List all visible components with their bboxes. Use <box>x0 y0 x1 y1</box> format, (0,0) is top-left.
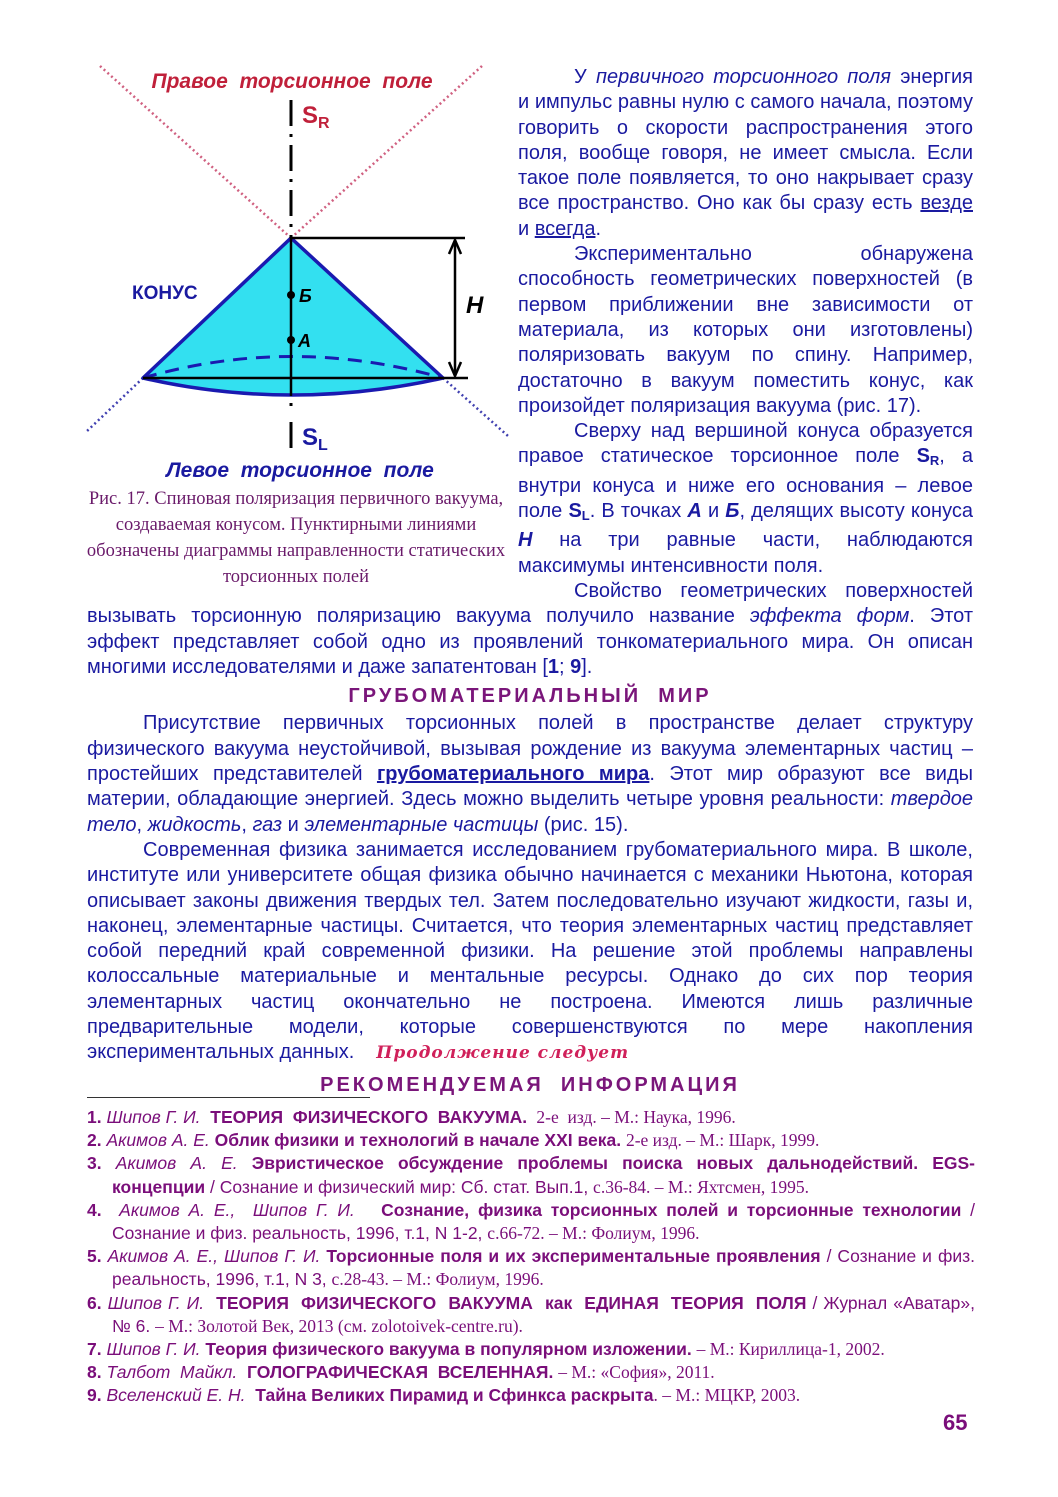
text-segment: везде <box>920 192 973 215</box>
text-segment: и <box>701 500 726 523</box>
text-segment: 9 <box>570 655 582 678</box>
text-segment: У <box>574 66 596 88</box>
reference-author: Шипов Г. И. <box>106 1339 206 1360</box>
reference-author: Шипов Г. И. <box>107 1292 211 1313</box>
reference-source: / Сознание и физический мир: Сб. стат. Вып.1, <box>210 1176 594 1197</box>
reference-author: Талбот Майкл. <box>106 1362 243 1383</box>
reference-publisher: – М.: Кириллица-1, 2002. <box>696 1339 885 1360</box>
text-segment: элементарные частицы <box>304 813 539 836</box>
text-segment: энергия и импульс равны нулю с самого начала, поэтому говорить о скорости распространения этого поля, вообще говоря, не имеет смысла. Если такое поле появляется, то оно накрывает сразу все пространство. Оно как бы сразу есть <box>518 66 973 215</box>
text-segment: газ <box>252 813 283 836</box>
paragraph <box>87 838 973 1067</box>
figure-spacer <box>87 65 518 596</box>
reference-item <box>87 1129 975 1152</box>
reference-publisher: 2-е изд. – М.: Шарк, 1999. <box>625 1130 820 1151</box>
reference-source: / Журнал «Аватар», № 6. <box>112 1292 985 1336</box>
point-b-label: Б <box>299 286 312 306</box>
reference-publisher: с.36-84. – М.: Яхтсмен, 1995. <box>593 1176 810 1197</box>
reference-item <box>87 1245 980 1291</box>
text-segment: эффекта форм <box>749 605 910 628</box>
reference-publisher: 2-е изд. – М.: Наука, 1996. <box>532 1107 736 1127</box>
text-segment: 1 <box>547 655 559 678</box>
reference-title: ТЕОРИЯ ФИЗИЧЕСКОГО ВАКУУМА как ЕДИНАЯ ТЕОРИЯ ПОЛЯ <box>210 1292 813 1313</box>
text-segment: ; <box>559 655 571 678</box>
reference-number: 7. <box>87 1339 107 1360</box>
continued-note: Продолжение следует <box>376 1043 630 1064</box>
reference-publisher: – М.: Золотой Век, 2013 (см. zolotoivek-centre.ru). <box>155 1315 523 1336</box>
reference-publisher: с.28-43. – М.: Фолиум, 1996. <box>331 1269 544 1290</box>
text-segment: и <box>518 217 535 240</box>
reference-item <box>87 1361 975 1384</box>
text-segment: на три равные части, наблюдаются максимумы интенсивности поля. <box>518 529 973 577</box>
text-segment: первичного торсионного поля <box>595 66 891 88</box>
text-segment: всегда <box>534 217 596 240</box>
text-segment: (рис. 15). <box>538 813 629 836</box>
text-segment: Б <box>725 500 740 523</box>
section-heading-recommended: РЕКОМЕНДУЕМАЯ ИНФОРМАЦИЯ <box>320 1073 740 1096</box>
references-list <box>87 1106 985 1408</box>
text-segment: . Этот эффект представляет собой одно из проявлений тонкоматериального мира. Он описан многими исследователями и даже запатентован [ <box>87 605 973 678</box>
reference-author: Акимов А. Е., Шипов Г. И. <box>107 1246 327 1267</box>
text-segment: . В точках <box>589 500 688 523</box>
reference-publisher: с.66-72. – М.: Фолиум, 1996. <box>487 1223 700 1244</box>
reference-title: Тайна Великих Пирамид и Сфинкса раскрыта <box>250 1385 654 1406</box>
reference-number: 9. <box>87 1385 107 1406</box>
reference-number: 6. <box>87 1292 108 1313</box>
reference-author: Акимов А. Е. <box>115 1153 252 1174</box>
text-segment: S <box>916 445 930 468</box>
reference-author: Вселенский Е. Н. <box>106 1385 251 1406</box>
main-text <box>87 65 973 1100</box>
page-number: 65 <box>943 1410 968 1435</box>
reference-number: 8. <box>87 1362 107 1383</box>
reference-title: ГОЛОГРАФИЧЕСКАЯ ВСЕЛЕННАЯ. <box>242 1362 559 1383</box>
text-segment: S <box>568 500 582 523</box>
reference-number: 5. <box>87 1246 108 1267</box>
reference-author: Акимов А. Е., Шипов Г. И. <box>110 1199 364 1220</box>
text-segment: ]. <box>581 655 593 678</box>
reference-title: Сознание, физика торсионных полей и торсионные технологии <box>363 1199 971 1220</box>
text-segment: жидкость <box>147 813 242 836</box>
reference-title: ТЕОРИЯ ФИЗИЧЕСКОГО ВАКУУМА. <box>205 1107 533 1127</box>
text-segment: Сверху над вершиной конуса образуется правое статическое торсионное поле <box>518 420 973 468</box>
reference-publisher: . – М.: МЦКР, 2003. <box>653 1385 801 1406</box>
text-segment: R <box>929 453 940 469</box>
figure-caption: Рис. 17. Спиновая поляризация первичного вакуума, создаваемая конусом. Пунктирными линиями обозначены диаграммы направленности статических торсионных полей <box>86 489 506 587</box>
reference-title: Торсионные поля и их экспериментальные проявления <box>326 1246 827 1267</box>
left-field-label: Левое торсионное поле <box>166 459 434 482</box>
paragraph <box>87 711 973 837</box>
reference-item <box>87 1384 975 1407</box>
reference-number: 2. <box>87 1130 107 1151</box>
reference-item <box>87 1292 985 1338</box>
reference-author: Шипов Г. И. <box>106 1107 206 1127</box>
text-segment: , делящих высоту конуса <box>739 500 973 523</box>
text-segment: А <box>687 500 702 523</box>
reference-number: 4. <box>87 1199 111 1220</box>
reference-title: Эвристическое обсуждение проблемы поиска новых дальнодействий. EGS-концепции <box>112 1153 975 1197</box>
text-segment: Свойство геометрических поверхностей вызывать торсионную поляризацию вакуума получило название <box>87 579 973 628</box>
text-segment: Экспериментально обнаружена способность геометрических поверхностей (в первом приближении вне зависимости от материала, из которых они изготовлены) поляризовать вакуум по спину. Например, достаточно в вакуум поместить конус, как произойдет поляризация вакуума (рис. 17). <box>518 243 973 417</box>
reference-item <box>87 1152 975 1198</box>
text-segment: и <box>282 813 305 836</box>
sl-symbol: S <box>302 424 319 451</box>
point-a-label: А <box>298 331 311 351</box>
reference-title: Облик физики и технологий в начале XXI века. <box>214 1130 626 1151</box>
sr-symbol: S <box>302 102 319 129</box>
text-segment: грубоматериального мира <box>376 763 650 786</box>
reference-number: 3. <box>87 1153 116 1174</box>
text-segment: L <box>581 508 590 524</box>
text-segment: , <box>241 813 253 836</box>
text-segment: Присутствие первичных торсионных полей в пространстве делает структуру физического вакуума неустойчивой, вызывая рождение из вакуума элементарных частиц – простейших представителей <box>87 712 973 786</box>
sr-subscript: R <box>318 115 330 132</box>
cone-label: КОНУС <box>132 283 198 304</box>
reference-source: / Сознание и физ. реальность, 1996, т.1, N 1-2, <box>112 1199 980 1244</box>
text-segment: , а внутри конуса и ниже его основания – левое поле <box>518 445 973 523</box>
reference-title: Теория физического вакуума в популярном изложении. <box>205 1339 697 1360</box>
text-segment: твердое тело <box>87 788 973 836</box>
text-segment: Современная физика занимается исследованием грубоматериального мира. В школе, институте или университете общая физика обычно начинается с механики Ньютона, которая описывает законы движения твердых тел. Затем последовательно изучают жидкости, газы и, наконец, элементарные частицы. Считается, что теория элементарных частиц представляет собой передний край современной физики. На решение этой проблемы направлены колоссальные материальные и ментальные ресурсы. Однако до сих пор теория элементарных частиц окончательно не построена. Имеются лишь различные предварительные модели, которые совершенствуются по мере накопления экспериментальных данных. <box>87 838 973 1064</box>
reference-source: / Сознание и физ. реальность, 1996, т.1, N 3, <box>112 1246 980 1290</box>
reference-number: 1. <box>87 1107 107 1127</box>
sl-subscript: L <box>318 437 328 454</box>
reference-author: Акимов А. Е. <box>106 1130 215 1151</box>
section-heading-coarse-world: ГРУБОМАТЕРИАЛЬНЫЙ МИР <box>348 685 712 708</box>
reference-item <box>87 1106 975 1129</box>
text-segment: . Этот мир образуют все виды материи, обладающие энергией. Здесь можно выделить четыре уровня реальности: <box>87 763 973 811</box>
height-label: H <box>466 292 484 319</box>
reference-item <box>87 1199 980 1245</box>
reference-publisher: – М.: «София», 2011. <box>558 1362 715 1383</box>
text-segment: H <box>518 529 533 552</box>
text-segment: , <box>136 813 148 836</box>
right-field-label: Правое торсионное поле <box>151 70 433 93</box>
references-divider <box>87 1097 370 1098</box>
reference-item <box>87 1338 975 1361</box>
text-segment: . <box>595 217 602 240</box>
